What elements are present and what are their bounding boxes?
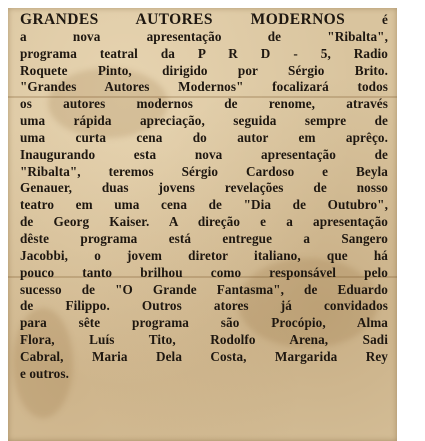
article-line: "Ribalta", teremos Sérgio Cardoso e Beyla <box>20 163 388 179</box>
headline-suffix: é <box>382 12 388 27</box>
article-line: Jacobbi, o jovem diretor italiano, que há <box>20 247 388 263</box>
headline: GRANDES AUTORES MODERNOS <box>20 11 346 28</box>
article-line: uma curta cena do autor em aprêço. <box>20 129 388 145</box>
article-line: dêste programa está entregue a Sangero <box>20 230 388 246</box>
article-line: sucesso de "O Grande Fantasma", de Eduardo <box>20 281 388 297</box>
article-text <box>20 12 388 383</box>
article-line: pouco tanto brilhou como responsável pelo <box>20 264 388 280</box>
headline-line <box>20 12 388 29</box>
article-line: os autores modernos de renome, através <box>20 96 388 112</box>
article-line: Flora, Luís Tito, Rodolfo Arena, Sadi <box>20 332 388 348</box>
article-line: Cabral, Maria Dela Costa, Margarida Rey <box>20 348 388 364</box>
article-line: Genauer, duas jovens revelações de nosso <box>20 180 388 196</box>
article-line: Roquete Pinto, dirigido por Sérgio Brito. <box>20 62 388 78</box>
article-line: "Grandes Autores Modernos" focalizará todos <box>20 79 388 95</box>
article-line: Inaugurando esta nova apresentação de <box>20 146 388 162</box>
article-line: programa teatral da P R D - 5, Radio <box>20 45 388 61</box>
article-line: para sête programa são Procópio, Alma <box>20 315 388 331</box>
article-line: e outros. <box>20 365 70 381</box>
article-line: uma rápida apreciação, seguida sempre de <box>20 113 388 129</box>
article-line: teatro em uma cena de "Dia de Outubro", <box>20 197 388 213</box>
article-line: de Filippo. Outros atores já convidados <box>20 298 388 314</box>
article-line: de Georg Kaiser. A direção e a apresentação <box>20 214 388 230</box>
article-line: a nova apresentação de "Ribalta", <box>20 28 388 44</box>
